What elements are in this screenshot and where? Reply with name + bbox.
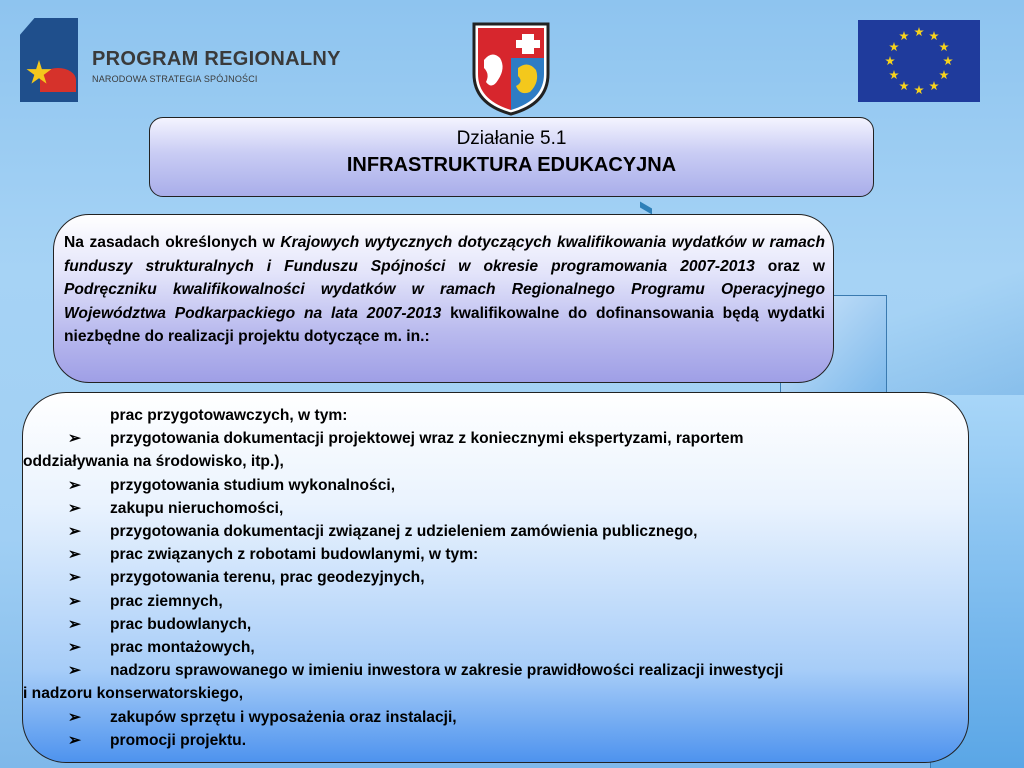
arrow-bullet-icon: ➢ <box>68 662 82 680</box>
arrow-bullet-icon: ➢ <box>68 731 82 749</box>
arrow-bullet-icon: ➢ <box>68 592 82 610</box>
podkarpackie-crest-icon <box>470 20 552 116</box>
logo-subtitle: NARODOWA STRATEGIA SPÓJNOŚCI <box>92 74 258 84</box>
list-item: ➢ prac montażowych, <box>68 636 968 659</box>
list-item: ➢ promocji projektu. <box>68 729 968 752</box>
action-title: INFRASTRUKTURA EDUKACYJNA <box>346 154 677 176</box>
list-item: ➢ prac związanych z robotami budowlanymi, w tym: <box>68 543 968 566</box>
logo-title: PROGRAM REGIONALNY <box>92 48 341 70</box>
list-item: ➢ prac budowlanych, <box>68 613 968 636</box>
action-number: Działanie 5.1 <box>456 128 567 149</box>
list-item-continuation: oddziaływania na środowisko, itp.), <box>23 453 284 471</box>
title-box <box>149 117 874 197</box>
eligible-costs-list <box>22 392 969 763</box>
logo-mark-icon <box>20 18 78 102</box>
arrow-bullet-icon: ➢ <box>68 476 82 494</box>
list-item: ➢ przygotowania dokumentacji związanej z udzieleniem zamówienia publicznego, <box>68 520 968 543</box>
list-item: ➢ przygotowania studium wykonalności, <box>68 474 968 497</box>
arrow-bullet-icon: ➢ <box>68 546 82 564</box>
arrow-bullet-icon: ➢ <box>68 430 82 448</box>
arrow-bullet-icon: ➢ <box>68 569 82 587</box>
arrow-bullet-icon: ➢ <box>68 639 82 657</box>
arrow-bullet-icon: ➢ <box>68 708 82 726</box>
intro-box <box>53 214 834 383</box>
list-item: ➢ prac ziemnych, <box>68 590 968 613</box>
list-item: ➢ przygotowania dokumentacji projektowej wraz z koniecznymi ekspertyzami, raportem <box>68 427 968 450</box>
arrow-bullet-icon: ➢ <box>68 523 82 541</box>
eu-flag-icon <box>858 20 980 102</box>
list-item: ➢ zakupu nieruchomości, <box>68 497 968 520</box>
list-item: ➢ zakupów sprzętu i wyposażenia oraz instalacji, <box>68 706 968 729</box>
list-item: ➢ przygotowania terenu, prac geodezyjnych, <box>68 566 968 589</box>
list-item: ➢ nadzoru sprawowanego w imieniu inwestora w zakresie prawidłowości realizacji inwestycji <box>68 659 968 682</box>
list-item-continuation: i nadzoru konserwatorskiego, <box>23 685 244 703</box>
program-regionalny-logo <box>20 18 350 108</box>
arrow-bullet-icon: ➢ <box>68 499 82 517</box>
intro-paragraph: Na zasadach określonych w Krajowych wytycznych dotyczących kwalifikowania wydatków w ramach funduszy strukturalnych i Funduszu Spójności w okresie programowania 2007-2013 oraz w Podręczniku kwalifikowalności wydatków w ramach Regionalnego Programu Operacyjnego Województwa Podkarpackiego na lata 2007-2013 kwalifikowalne do dofinansowania będą wydatki niezbędne do realizacji projektu dotyczące m. in.: <box>64 234 826 345</box>
list-header: prac przygotowawczych, w tym: <box>110 407 348 424</box>
arrow-bullet-icon: ➢ <box>68 615 82 633</box>
background-line <box>640 202 652 215</box>
